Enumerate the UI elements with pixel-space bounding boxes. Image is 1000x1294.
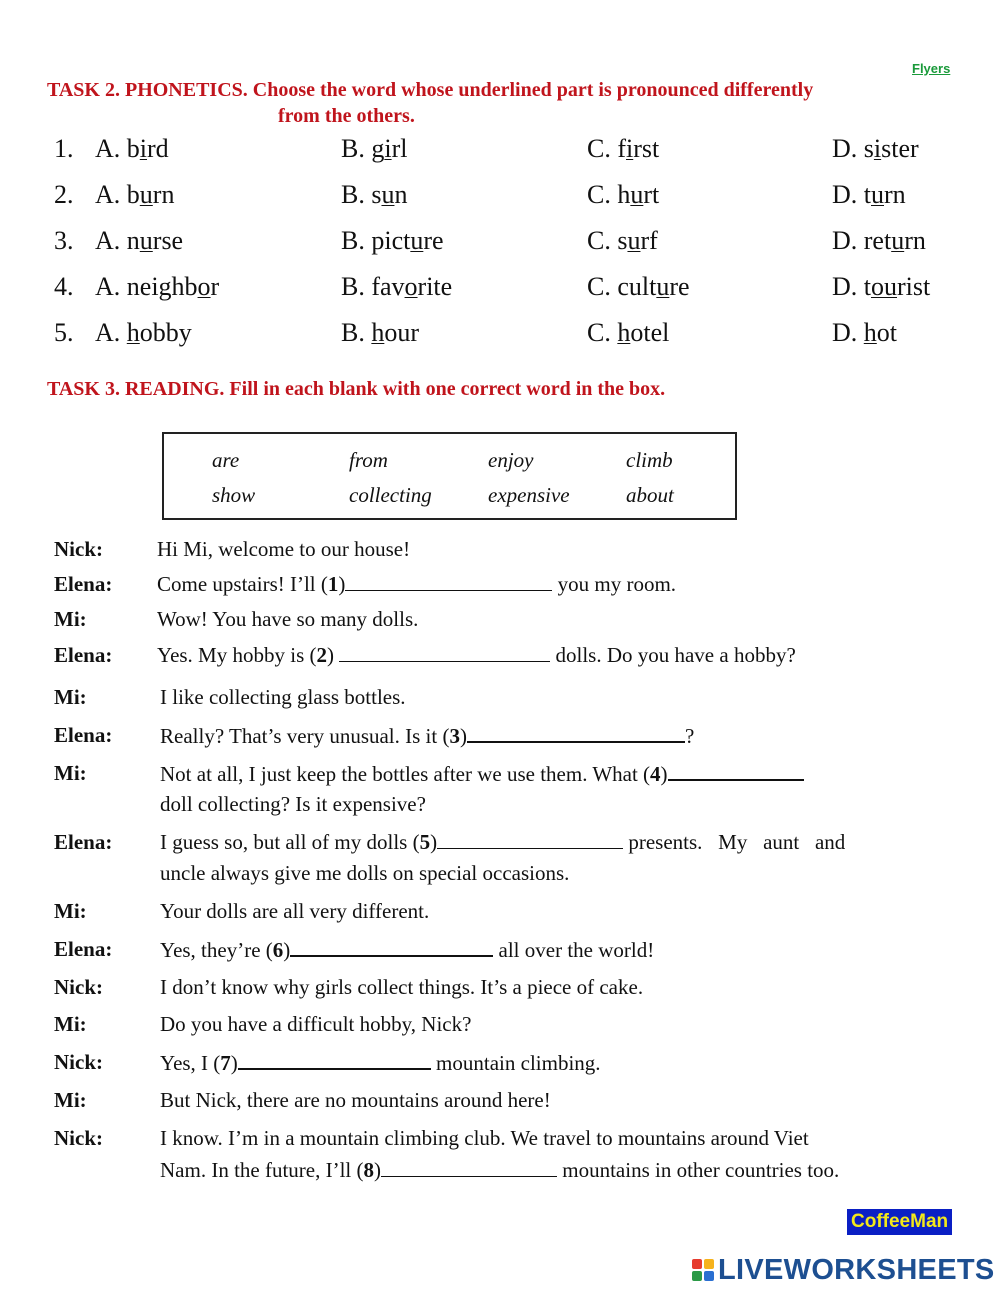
underlined-part: u <box>871 180 884 209</box>
speaker: Nick: <box>54 1126 103 1150</box>
utterance-cont: doll collecting? Is it expensive? <box>160 792 426 816</box>
answer-option[interactable]: B. sun <box>341 180 408 209</box>
dialogue-line <box>0 830 1000 892</box>
answer-blank-5[interactable] <box>437 830 623 849</box>
utterance: Hi Mi, welcome to our house! <box>157 537 411 561</box>
answer-blank-4[interactable] <box>668 761 804 781</box>
dialogue-line <box>0 1012 1000 1042</box>
logo-icon <box>692 1259 714 1281</box>
word-option: climb <box>626 448 673 472</box>
speaker: Elena: <box>54 723 113 747</box>
word-box <box>162 432 737 520</box>
word-option: about <box>626 483 674 507</box>
answer-option[interactable]: C. culture <box>587 272 690 301</box>
underlined-part: h <box>126 318 140 347</box>
underlined-part: u <box>891 226 905 255</box>
word-option: expensive <box>488 483 570 507</box>
question-number: 1. <box>54 134 74 163</box>
speaker: Mi: <box>54 1088 87 1112</box>
answer-option[interactable]: A. burn <box>95 180 175 209</box>
speaker: Mi: <box>54 1012 87 1036</box>
blank-number: 1 <box>327 572 339 596</box>
speaker: Mi: <box>54 685 87 709</box>
answer-blank-6[interactable] <box>290 937 493 957</box>
utterance: Wow! You have so many dolls. <box>157 607 419 631</box>
logo-tile <box>704 1259 714 1269</box>
speaker: Elena: <box>54 643 113 667</box>
utterance: Your dolls are all very different. <box>160 899 430 923</box>
utterance: Not at all, I just keep the bottles after we use them. What (4) <box>160 761 804 787</box>
task2-title-cont: from the others. <box>278 105 415 127</box>
speaker: Nick: <box>54 975 103 999</box>
speaker: Mi: <box>54 899 87 923</box>
utterance: I like collecting glass bottles. <box>160 685 406 709</box>
answer-blank-2[interactable] <box>339 643 550 662</box>
word-option: are <box>212 448 240 472</box>
question-number: 4. <box>54 272 74 301</box>
answer-option[interactable]: C. hotel <box>587 318 670 347</box>
blank-number: 3 <box>449 724 460 748</box>
speaker: Nick: <box>54 537 103 561</box>
dialogue-line <box>0 537 1000 567</box>
answer-option[interactable]: A. nurse <box>95 226 184 255</box>
underlined-part: u <box>139 180 153 209</box>
answer-blank-7[interactable] <box>238 1050 431 1070</box>
utterance: Come upstairs! I’ll (1) you my room. <box>157 572 677 596</box>
logo-tile <box>692 1259 702 1269</box>
word-option: from <box>349 448 388 472</box>
task3-title: TASK 3. READING. Fill in each blank with one correct word in the box. <box>47 378 666 400</box>
blank-number: 8 <box>363 1158 375 1182</box>
speaker: Mi: <box>54 761 87 785</box>
utterance: I don’t know why girls collect things. It’s a piece of cake. <box>160 975 644 999</box>
question-number: 2. <box>54 180 74 209</box>
underlined-part: i <box>873 134 882 163</box>
dialogue-line <box>0 1126 1000 1188</box>
dialogue-line <box>0 975 1000 1005</box>
credit-badge: CoffeeMan <box>847 1209 952 1235</box>
underlined-part: u <box>656 272 670 301</box>
answer-option[interactable]: B. favorite <box>341 272 453 301</box>
answer-option[interactable]: D. hot <box>832 318 898 347</box>
underlined-part: i <box>626 134 634 163</box>
utterance: I guess so, but all of my dolls (5) presents. My aunt and <box>160 830 846 854</box>
utterance-cont: uncle always give me dolls on special occasions. <box>160 861 570 885</box>
underlined-part: o <box>197 272 211 301</box>
underlined-part: h <box>617 318 631 347</box>
underlined-part: u <box>627 226 641 255</box>
logo-text: LIVEWORKSHEETS <box>718 1253 995 1286</box>
task2-title: TASK 2. PHONETICS. Choose the word whose underlined part is pronounced differently <box>47 79 814 101</box>
utterance: But Nick, there are no mountains around here! <box>160 1088 551 1112</box>
speaker: Mi: <box>54 607 87 631</box>
blank-number: 2 <box>316 643 327 667</box>
utterance: Yes, I (7) mountain climbing. <box>160 1051 601 1075</box>
utterance-cont: Nam. In the future, I’ll (8) mountains in other countries too. <box>160 1158 840 1182</box>
underlined-part: u <box>410 226 424 255</box>
answer-blank-3[interactable] <box>467 723 685 743</box>
answer-option[interactable]: C. surf <box>587 226 658 255</box>
answer-option[interactable]: A. neighbor <box>95 272 220 301</box>
blank-number: 6 <box>272 938 284 962</box>
liveworksheets-logo <box>692 1254 995 1286</box>
dialogue-line <box>0 1050 1000 1080</box>
blank-number: 5 <box>419 830 431 854</box>
answer-option[interactable]: B. picture <box>341 226 444 255</box>
answer-option[interactable]: A. hobby <box>95 318 192 347</box>
dialogue-line <box>0 937 1000 967</box>
answer-option[interactable]: B. hour <box>341 318 420 347</box>
logo-tile <box>692 1271 702 1281</box>
word-option: show <box>212 483 256 507</box>
underlined-part: ou <box>871 272 897 301</box>
answer-option[interactable]: C. first <box>587 134 660 163</box>
blank-number: 7 <box>220 1051 231 1075</box>
speaker: Elena: <box>54 937 113 961</box>
dialogue-line <box>0 723 1000 753</box>
answer-blank-8[interactable] <box>381 1158 557 1177</box>
blank-number: 4 <box>650 762 661 786</box>
answer-option[interactable]: B. girl <box>341 134 408 163</box>
underlined-part: u <box>139 226 153 255</box>
answer-option[interactable]: C. hurt <box>587 180 660 209</box>
dialogue-line <box>0 685 1000 715</box>
utterance: Yes, they’re (6) all over the world! <box>160 938 655 962</box>
level-label: Flyers <box>912 61 951 76</box>
question-number: 5. <box>54 318 74 347</box>
utterance: Really? That’s very unusual. Is it (3) ? <box>160 724 695 748</box>
answer-option[interactable]: D. tourist <box>832 272 931 301</box>
utterance: Do you have a difficult hobby, Nick? <box>160 1012 472 1036</box>
answer-option[interactable]: D. turn <box>832 180 906 209</box>
dialogue-line <box>0 607 1000 637</box>
underlined-part: u <box>630 180 644 209</box>
speaker: Nick: <box>54 1050 103 1074</box>
dialogue-line <box>0 761 1000 823</box>
logo-tile <box>704 1271 714 1281</box>
underlined-part: i <box>139 134 148 163</box>
answer-option[interactable]: D. sister <box>832 134 919 163</box>
word-option: collecting <box>349 483 432 507</box>
underlined-part: u <box>381 180 395 209</box>
speaker: Elena: <box>54 572 113 596</box>
question-number: 3. <box>54 226 74 255</box>
underlined-part: h <box>371 318 385 347</box>
underlined-part: o <box>404 272 418 301</box>
utterance: Yes. My hobby is (2) dolls. Do you have a hobby? <box>157 643 796 667</box>
underlined-part: h <box>863 318 877 347</box>
answer-option[interactable]: D. return <box>832 226 926 255</box>
utterance: I know. I’m in a mountain climbing club. We travel to mountains around Viet <box>160 1126 809 1150</box>
dialogue-line <box>0 899 1000 929</box>
answer-blank-1[interactable] <box>345 572 552 591</box>
speaker: Elena: <box>54 830 113 854</box>
answer-option[interactable]: A. bird <box>95 134 169 163</box>
dialogue-line <box>0 643 1000 673</box>
dialogue-line <box>0 572 1000 602</box>
underlined-part: i <box>384 134 392 163</box>
dialogue-line <box>0 1088 1000 1118</box>
word-option: enjoy <box>488 448 534 472</box>
